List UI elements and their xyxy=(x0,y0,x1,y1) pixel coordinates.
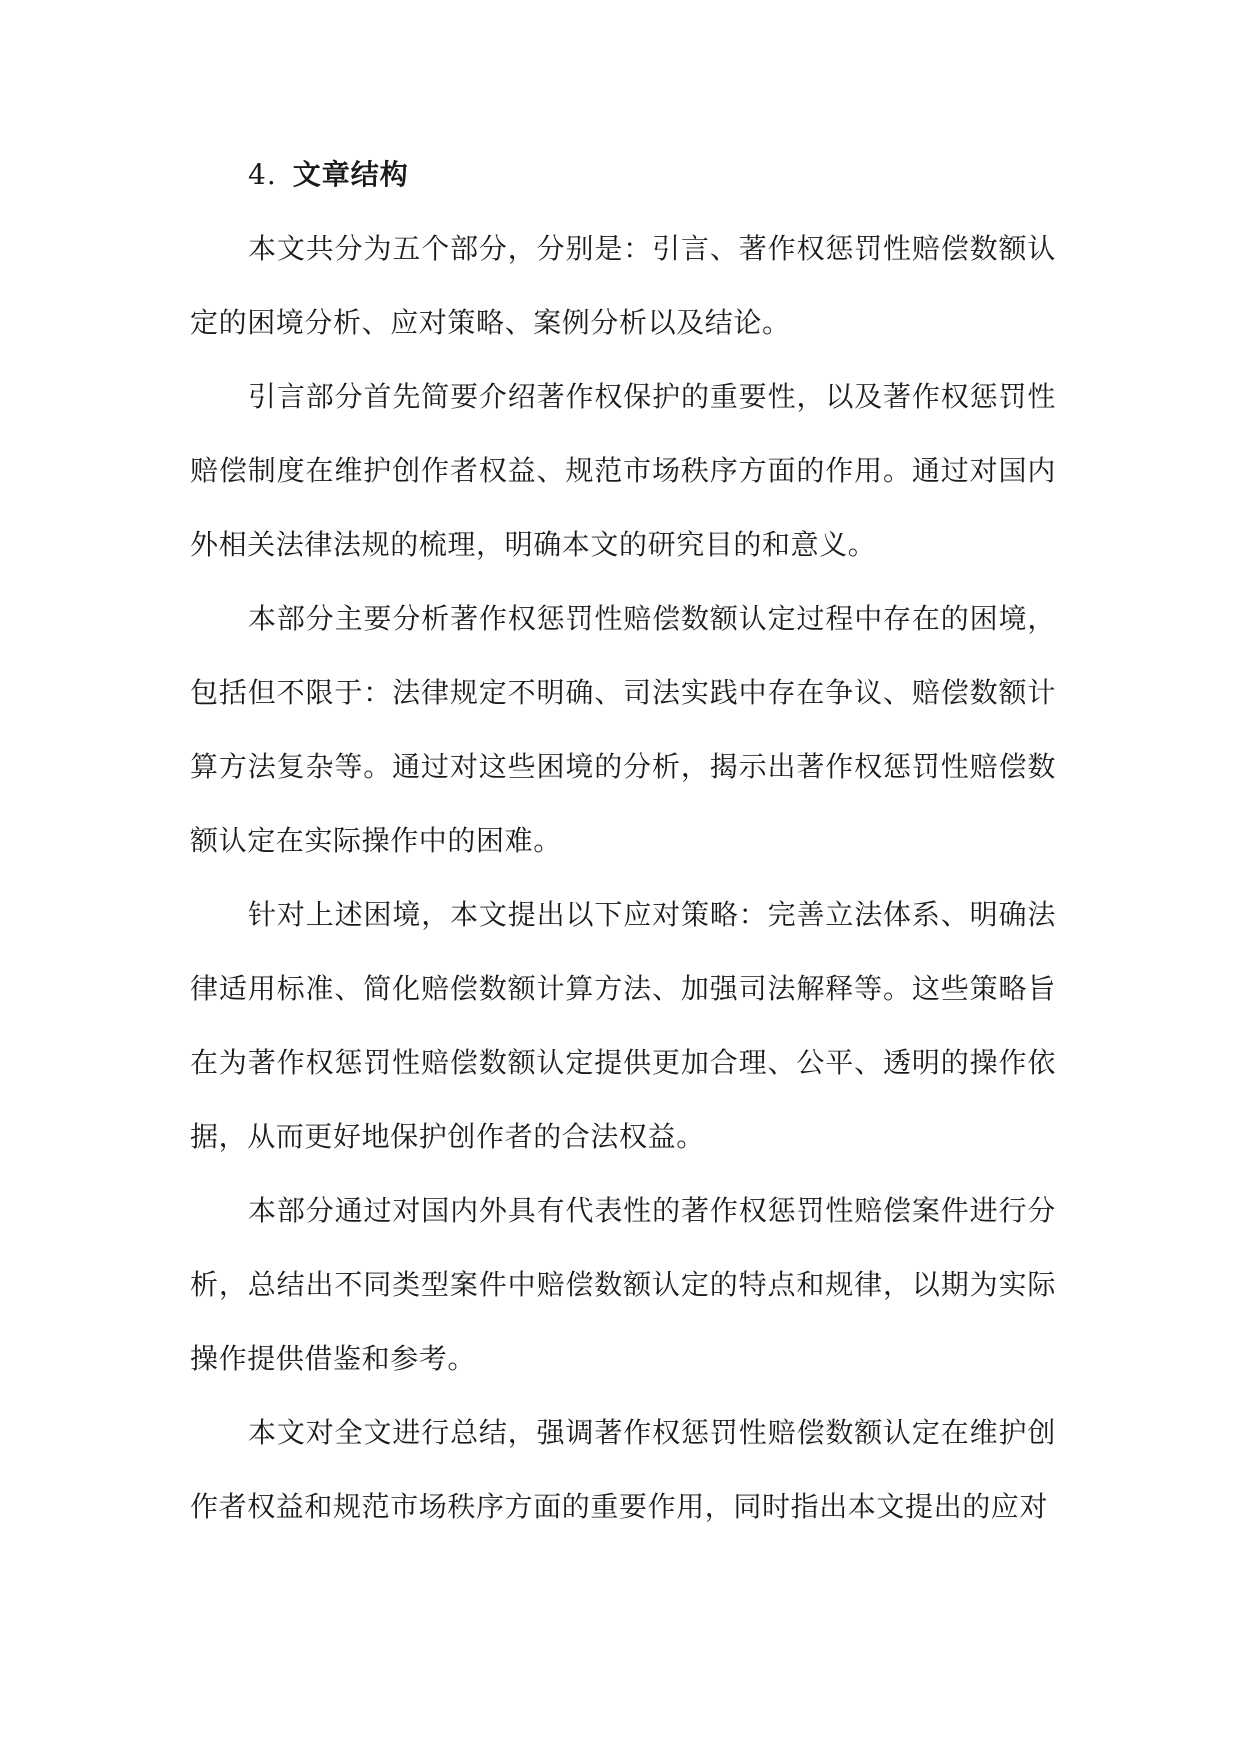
section-title: 文章结构 xyxy=(292,158,409,191)
document-body xyxy=(190,138,1056,1544)
paragraph-conclusion: 本文对全文进行总结，强调著作权惩罚性赔偿数额认定在维护创作者权益和规范市场秩序方面的重要作用，同时指出本文提出的应对 xyxy=(190,1416,1056,1523)
paragraph-overview: 本文共分为五个部分，分别是：引言、著作权惩罚性赔偿数额认定的困境分析、应对策略、案例分析以及结论。 xyxy=(190,232,1056,339)
section-number: 4. xyxy=(248,158,277,191)
paragraph-dilemma-analysis: 本部分主要分析著作权惩罚性赔偿数额认定过程中存在的困境，包括但不限于：法律规定不明确、司法实践中存在争议、赔偿数额计算方法复杂等。通过对这些困境的分析，揭示出著作权惩罚性赔偿数额认定在实际操作中的困难。 xyxy=(190,602,1056,857)
paragraph-introduction: 引言部分首先简要介绍著作权保护的重要性，以及著作权惩罚性赔偿制度在维护创作者权益、规范市场秩序方面的作用。通过对国内外相关法律法规的梳理，明确本文的研究目的和意义。 xyxy=(190,380,1056,561)
section-heading xyxy=(190,138,1056,212)
paragraph-countermeasures: 针对上述困境，本文提出以下应对策略：完善立法体系、明确法律适用标准、简化赔偿数额计算方法、加强司法解释等。这些策略旨在为著作权惩罚性赔偿数额认定提供更加合理、公平、透明的操作依据，从而更好地保护创作者的合法权益。 xyxy=(190,898,1056,1153)
paragraph-case-analysis: 本部分通过对国内外具有代表性的著作权惩罚性赔偿案件进行分析，总结出不同类型案件中赔偿数额认定的特点和规律，以期为实际操作提供借鉴和参考。 xyxy=(190,1194,1056,1375)
